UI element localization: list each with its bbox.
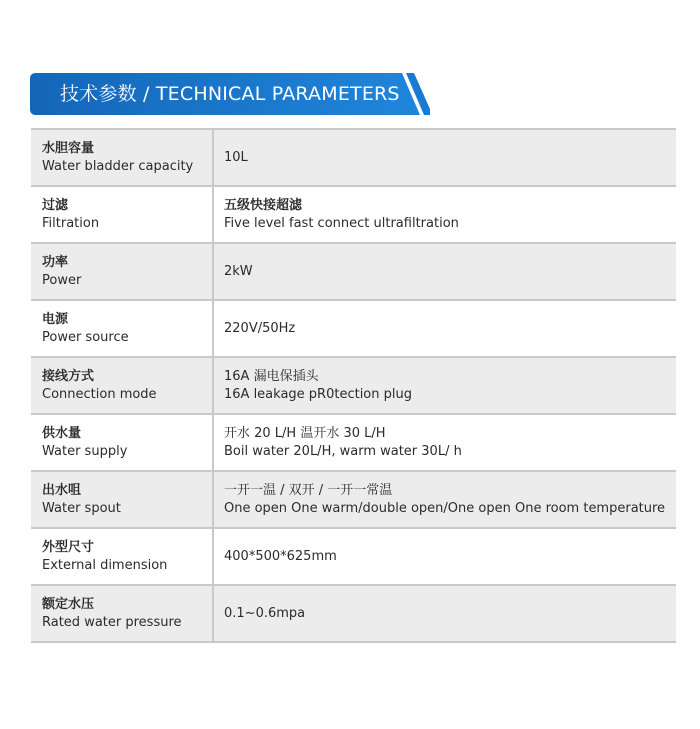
value-line-1: 16A 漏电保插头 xyxy=(224,368,319,384)
label-cn: 功率 xyxy=(42,254,69,270)
row-value xyxy=(214,529,676,584)
row-value xyxy=(214,244,676,299)
row-label xyxy=(31,529,214,584)
row-label xyxy=(31,586,214,641)
row-label xyxy=(31,301,214,356)
value-line-1: 开水 20 L/H 温开水 30 L/H xyxy=(224,425,386,441)
section-banner xyxy=(30,73,430,115)
label-en: Power source xyxy=(42,329,129,345)
row-label xyxy=(31,472,214,527)
label-en: External dimension xyxy=(42,557,168,573)
value-line-1: 一开一温 / 双开 / 一开一常温 xyxy=(224,482,393,498)
row-value xyxy=(214,187,676,242)
table-row xyxy=(31,187,676,244)
row-value xyxy=(214,358,676,413)
table-row xyxy=(31,130,676,187)
label-cn: 接线方式 xyxy=(42,368,95,384)
label-en: Rated water pressure xyxy=(42,614,182,630)
value-line-1: 2kW xyxy=(224,263,253,279)
page-title: 技术参数 / TECHNICAL PARAMETERS xyxy=(60,83,400,105)
value-line-1: 220V/50Hz xyxy=(224,320,296,336)
value-line-2: One open One warm/double open/One open One room temperature xyxy=(224,500,666,516)
value-line-1: 400*500*625mm xyxy=(224,548,337,564)
label-cn: 额定水压 xyxy=(42,596,95,612)
value-line-2: 16A leakage pR0tection plug xyxy=(224,386,412,402)
row-value xyxy=(214,415,676,470)
label-en: Water spout xyxy=(42,500,121,516)
label-en: Filtration xyxy=(42,215,100,231)
value-line-1: 0.1~0.6mpa xyxy=(224,605,306,621)
row-label xyxy=(31,244,214,299)
label-cn: 供水量 xyxy=(42,425,82,441)
label-en: Connection mode xyxy=(42,386,157,402)
value-line-1: 五级快接超滤 xyxy=(224,197,303,213)
table-row xyxy=(31,472,676,529)
label-en: Power xyxy=(42,272,82,288)
label-cn: 外型尺寸 xyxy=(42,539,95,555)
label-cn: 过滤 xyxy=(42,197,69,213)
table-row xyxy=(31,586,676,643)
row-value xyxy=(214,130,676,185)
label-cn: 出水咀 xyxy=(42,482,82,498)
table-row xyxy=(31,301,676,358)
row-label xyxy=(31,358,214,413)
value-line-1: 10L xyxy=(224,149,248,165)
row-value xyxy=(214,301,676,356)
spec-table xyxy=(31,128,676,643)
row-label xyxy=(31,187,214,242)
value-line-2: Boil water 20L/H, warm water 30L/ h xyxy=(224,443,462,459)
label-cn: 水胆容量 xyxy=(42,140,95,156)
table-row xyxy=(31,244,676,301)
row-value xyxy=(214,586,676,641)
row-label xyxy=(31,130,214,185)
table-row xyxy=(31,529,676,586)
label-en: Water bladder capacity xyxy=(42,158,194,174)
table-row xyxy=(31,415,676,472)
label-en: Water supply xyxy=(42,443,128,459)
table-row xyxy=(31,358,676,415)
label-cn: 电源 xyxy=(42,311,69,327)
value-line-2: Five level fast connect ultrafiltration xyxy=(224,215,459,231)
row-value xyxy=(214,472,676,527)
row-label xyxy=(31,415,214,470)
